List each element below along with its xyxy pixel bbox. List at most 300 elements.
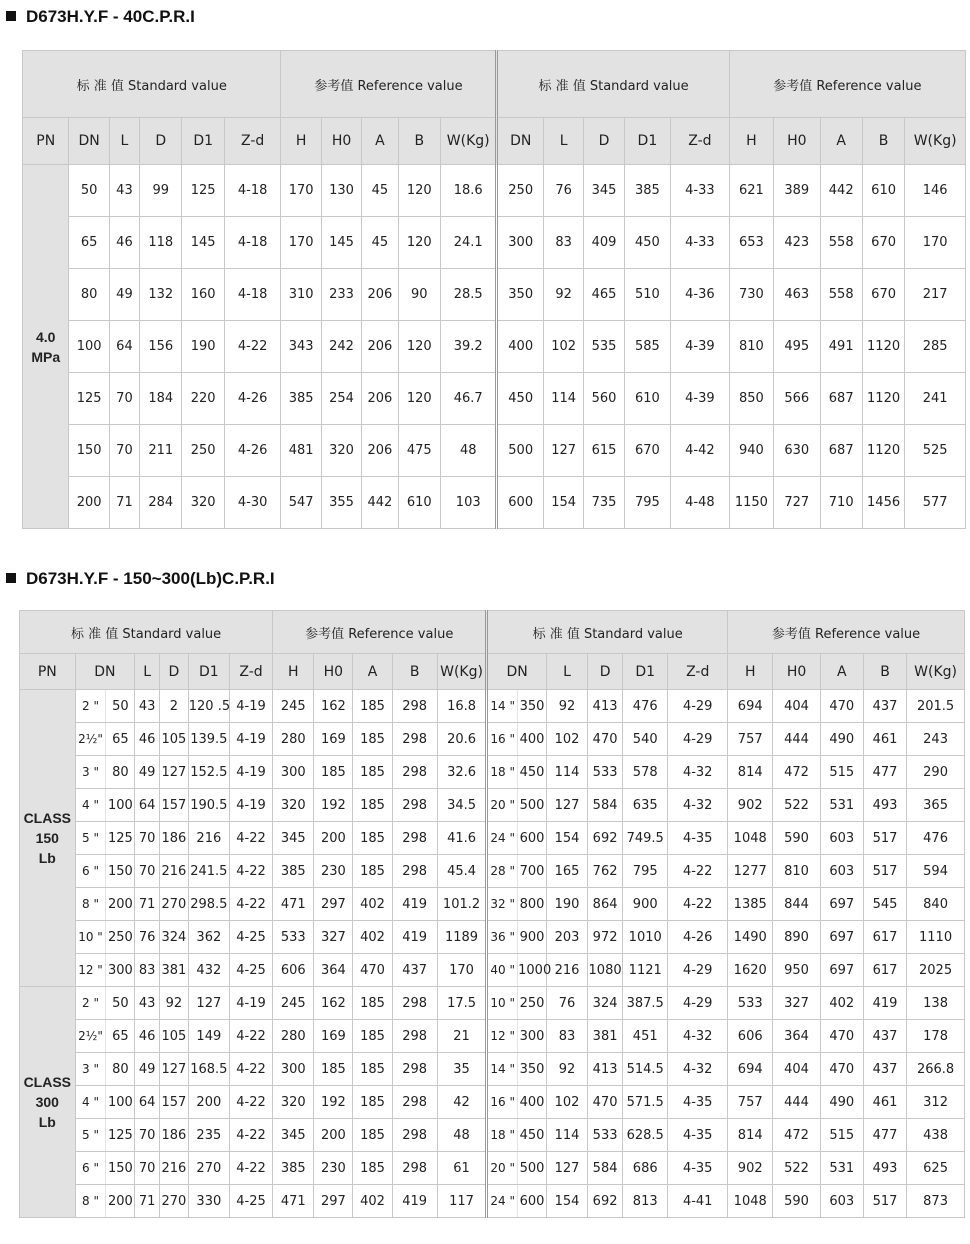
pn-unit: MPa [31,348,61,365]
table-cell: 65 [106,723,135,756]
table-cell: 345 [273,822,314,855]
table-cell: 270 [188,1152,229,1185]
table-cell: 4-22 [229,888,272,921]
table-cell: 138 [907,987,965,1020]
table-cell: 1010 [623,921,668,954]
table-cell: 280 [273,723,314,756]
table-cell: 34.5 [437,789,486,822]
table-cell: 350 [518,690,547,723]
table-cell: 558 [820,217,862,269]
table-cell: 442 [820,165,862,217]
table-cell: 749.5 [623,822,668,855]
table-cell: 350 [518,1053,547,1086]
table-cell: 4-22 [229,1053,272,1086]
col-header-d: D [140,118,182,165]
table-cell: 42 [437,1086,486,1119]
table-cell: 46.7 [440,373,497,425]
col-header-w-kg: W(Kg) [905,118,966,165]
table-cell: 500 [497,425,543,477]
col-header-a: A [820,118,862,165]
class-label: CLASS [23,810,72,826]
table-cell: 697 [820,954,863,987]
table-cell: 320 [273,1086,314,1119]
table-cell: 560 [584,373,624,425]
table-cell: 185 [353,1152,392,1185]
group-header-row [23,51,966,118]
table-cell: 355 [321,477,361,529]
table-cell: 585 [624,321,670,373]
col-header-b: B [863,654,906,690]
table-cell: 320 [321,425,361,477]
table-cell: 4-22 [229,1119,272,1152]
table-row [23,217,966,269]
table-cell: 470 [353,954,392,987]
dn-inch-cell: 18 " [487,756,518,789]
table-cell: 300 [518,1020,547,1053]
dn-inch-cell: 4 " [75,1086,106,1119]
table-cell: 432 [188,954,229,987]
dn-inch-cell: 18 " [487,1119,518,1152]
table-cell: 150 [106,855,135,888]
table-cell: 472 [773,1119,820,1152]
table-cell: 1456 [862,477,904,529]
table-cell: 71 [109,477,139,529]
table-cell: 49 [135,1053,160,1086]
table-cell: 687 [820,373,862,425]
table-row [20,822,965,855]
col-header-b: B [862,118,904,165]
table-cell: 444 [773,1086,820,1119]
table-cell: 120 [398,217,440,269]
table-cell: 46 [109,217,139,269]
table-cell: 470 [820,1020,863,1053]
table-cell: 185 [353,789,392,822]
table-cell: 343 [281,321,321,373]
dn-inch-cell: 16 " [487,1086,518,1119]
table-cell: 185 [353,1119,392,1152]
table-row [20,1086,965,1119]
col-header-z-d: Z-d [668,654,728,690]
table-cell: 4-39 [671,321,730,373]
table-cell: 32.6 [437,756,486,789]
class150-cell [20,690,76,987]
table-cell: 320 [273,789,314,822]
dn-inch-cell: 2 " [75,690,106,723]
table-cell: 387.5 [623,987,668,1020]
col-header-dn: DN [69,118,109,165]
table-cell: 103 [440,477,497,529]
col-header-d: D [588,654,623,690]
table-cell: 125 [106,1119,135,1152]
table-cell: 419 [392,1185,437,1218]
table-cell: 475 [398,425,440,477]
table-cell: 185 [314,756,353,789]
table-cell: 590 [773,822,820,855]
square-bullet-icon [6,573,16,583]
table-cell: 157 [159,1086,188,1119]
class-unit: Lb [38,850,56,866]
group-standard-right: 标 准 值 Standard value [487,611,728,654]
table-cell: 298 [392,822,437,855]
table-cell: 45.4 [437,855,486,888]
table-cell: 470 [820,1053,863,1086]
table-cell: 535 [584,321,624,373]
col-header-h: H [729,118,773,165]
table-cell: 495 [774,321,820,373]
table-cell: 17.5 [437,987,486,1020]
table-cell: 4-25 [229,921,272,954]
table-cell: 105 [159,723,188,756]
table-cell: 389 [774,165,820,217]
table-row [23,165,966,217]
table-cell: 185 [353,987,392,1020]
pn-value: 4.0 [35,328,56,345]
table-cell: 300 [273,1053,314,1086]
table-cell: 500 [518,789,547,822]
table-cell: 127 [159,1053,188,1086]
table-cell: 617 [863,921,906,954]
table-cell: 70 [135,855,160,888]
table-cell: 610 [624,373,670,425]
table-cell: 606 [728,1020,773,1053]
table-cell: 233 [321,269,361,321]
table-cell: 692 [588,1185,623,1218]
table-cell: 298 [392,987,437,1020]
table-cell: 185 [353,1020,392,1053]
table-cell: 185 [353,822,392,855]
table-cell: 4-32 [668,1053,728,1086]
table-cell: 490 [820,723,863,756]
table-cell: 4-29 [668,954,728,987]
table-cell: 120 .5 [188,690,229,723]
table-cell: 16.8 [437,690,486,723]
table-cell: 1189 [437,921,486,954]
dn-inch-cell: 32 " [487,888,518,921]
dn-inch-cell: 10 " [487,987,518,1020]
table-cell: 297 [314,1185,353,1218]
table-cell: 603 [820,822,863,855]
table-cell: 206 [362,321,398,373]
table-cell: 757 [728,1086,773,1119]
table-cell: 413 [588,690,623,723]
table-cell: 132 [140,269,182,321]
col-header-a: A [820,654,863,690]
table-cell: 404 [773,690,820,723]
table-cell: 64 [109,321,139,373]
table-cell: 330 [188,1185,229,1218]
table-cell: 157 [159,789,188,822]
table-cell: 4-26 [224,373,281,425]
table-cell: 150 [69,425,109,477]
table-cell: 873 [907,1185,965,1218]
table-cell: 547 [281,477,321,529]
table-cell: 327 [314,921,353,954]
table-cell: 438 [907,1119,965,1152]
table-cell: 165 [546,855,587,888]
table-cell: 670 [862,217,904,269]
table-cell: 298 [392,690,437,723]
table-cell: 45 [362,165,398,217]
table-cell: 350 [497,269,543,321]
table-cell: 48 [437,1119,486,1152]
table-cell: 533 [273,921,314,954]
table-cell: 1277 [728,855,773,888]
table-cell: 463 [774,269,820,321]
table-cell: 230 [314,855,353,888]
table-cell: 890 [773,921,820,954]
table-cell: 409 [584,217,624,269]
table-cell: 697 [820,888,863,921]
table-cell: 471 [273,1185,314,1218]
dn-inch-cell: 14 " [487,690,518,723]
table-cell: 813 [623,1185,668,1218]
table-cell: 900 [623,888,668,921]
table-cell: 185 [353,1053,392,1086]
table-cell: 92 [159,987,188,1020]
dn-inch-cell: 12 " [487,1020,518,1053]
table-cell: 298 [392,789,437,822]
table-cell: 814 [728,1119,773,1152]
table-cell: 4-42 [671,425,730,477]
table-cell: 270 [159,1185,188,1218]
table-cell: 41.6 [437,822,486,855]
table-cell: 250 [518,987,547,1020]
square-bullet-icon [6,11,16,21]
table-cell: 540 [623,723,668,756]
table-cell: 423 [774,217,820,269]
col-header-h: H [273,654,314,690]
table-cell: 206 [362,373,398,425]
dn-inch-cell: 20 " [487,789,518,822]
table-cell: 4-18 [224,269,281,321]
table-row [20,1152,965,1185]
table-cell: 413 [588,1053,623,1086]
table-cell: 850 [729,373,773,425]
table-cell: 266.8 [907,1053,965,1086]
table-cell: 105 [159,1020,188,1053]
table-cell: 533 [728,987,773,1020]
table-cell: 170 [281,165,321,217]
table-cell: 250 [106,921,135,954]
table-cell: 810 [773,855,820,888]
table-cell: 470 [588,723,623,756]
table-cell: 517 [863,855,906,888]
table-cell: 4-32 [668,1020,728,1053]
table-cell: 298 [392,723,437,756]
table-cell: 327 [773,987,820,1020]
table-cell: 156 [140,321,182,373]
table-cell: 4-22 [668,855,728,888]
table-cell: 39.2 [440,321,497,373]
table-cell: 270 [159,888,188,921]
table-cell: 127 [543,425,583,477]
table-cell: 49 [135,756,160,789]
table-cell: 149 [188,1020,229,1053]
table-cell: 621 [729,165,773,217]
table-cell: 127 [188,987,229,1020]
table-cell: 450 [518,756,547,789]
dn-inch-cell: 6 " [75,1152,106,1185]
table-cell: 300 [273,756,314,789]
dn-inch-cell: 3 " [75,756,106,789]
table-cell: 145 [321,217,361,269]
dn-inch-cell: 16 " [487,723,518,756]
group-reference-right: 参考值 Reference value [729,51,965,118]
col-header-d: D [159,654,188,690]
col-header-h: H [728,654,773,690]
table-cell: 670 [862,269,904,321]
spec-table-40mpa [22,50,966,529]
table-cell: 203 [546,921,587,954]
table-cell: 795 [623,855,668,888]
table-cell: 533 [588,1119,623,1152]
table-cell: 170 [905,217,966,269]
table-cell: 4-35 [668,822,728,855]
group-header-row [20,611,965,654]
table-cell: 49 [109,269,139,321]
table-cell: 362 [188,921,229,954]
table-cell: 1490 [728,921,773,954]
table-cell: 437 [863,690,906,723]
table-cell: 245 [273,987,314,1020]
table-cell: 65 [69,217,109,269]
table-cell: 185 [353,1086,392,1119]
table-cell: 697 [820,921,863,954]
table-cell: 972 [588,921,623,954]
table-cell: 185 [353,756,392,789]
dn-inch-cell: 2½" [75,723,106,756]
table-row [20,1119,965,1152]
table-cell: 419 [392,888,437,921]
table-cell: 185 [353,723,392,756]
table-cell: 200 [106,888,135,921]
table-cell: 170 [281,217,321,269]
table-cell: 692 [588,822,623,855]
col-header-h0: H0 [314,654,353,690]
table-cell: 24.1 [440,217,497,269]
table-cell: 757 [728,723,773,756]
section2-title-text: D673H.Y.F - 150~300(Lb)C.P.R.I [26,569,275,588]
table-cell: 510 [624,269,670,321]
table-cell: 4-41 [668,1185,728,1218]
col-header-h0: H0 [773,654,820,690]
table-cell: 46 [135,1020,160,1053]
section1-title [6,7,195,27]
table-cell: 450 [624,217,670,269]
table-cell: 381 [588,1020,623,1053]
table-cell: 730 [729,269,773,321]
table-cell: 70 [109,373,139,425]
table-cell: 4-18 [224,165,281,217]
table-cell: 4-29 [668,987,728,1020]
table-cell: 814 [728,756,773,789]
table-cell: 515 [820,756,863,789]
table-cell: 125 [106,822,135,855]
table-cell: 241 [905,373,966,425]
col-header-d1: D1 [182,118,224,165]
table-cell: 4-30 [224,477,281,529]
table-cell: 18.6 [440,165,497,217]
table-cell: 190 [546,888,587,921]
table-cell: 83 [543,217,583,269]
table-cell: 64 [135,789,160,822]
class-unit: Lb [38,1114,56,1130]
group-standard-right: 标 准 值 Standard value [497,51,729,118]
col-header-h0: H0 [774,118,820,165]
table-cell: 4-19 [229,723,272,756]
class-label: CLASS [23,1074,72,1090]
table-cell: 4-18 [224,217,281,269]
table-cell: 50 [106,690,135,723]
table-cell: 70 [135,1152,160,1185]
table-cell: 2 [159,690,188,723]
table-cell: 477 [863,756,906,789]
table-cell: 419 [392,921,437,954]
dn-inch-cell: 3 " [75,1053,106,1086]
table-cell: 4-32 [668,756,728,789]
table-cell: 4-25 [229,954,272,987]
table-cell: 1120 [862,373,904,425]
table-cell: 241.5 [188,855,229,888]
table-cell: 735 [584,477,624,529]
table-cell: 146 [905,165,966,217]
table-cell: 154 [543,477,583,529]
dn-inch-cell: 20 " [487,1152,518,1185]
table-cell: 298 [392,1086,437,1119]
col-header-z-d: Z-d [229,654,272,690]
col-header-l: L [109,118,139,165]
table-cell: 310 [281,269,321,321]
table-cell: 130 [321,165,361,217]
col-header-d1: D1 [623,654,668,690]
table-cell: 402 [353,1185,392,1218]
table-cell: 125 [69,373,109,425]
dn-inch-cell: 2½" [75,1020,106,1053]
table-cell: 1080 [588,954,623,987]
table-cell: 1385 [728,888,773,921]
col-header-a: A [353,654,392,690]
section2-title [6,569,275,589]
table-cell: 114 [543,373,583,425]
table-cell: 300 [497,217,543,269]
table-cell: 297 [314,888,353,921]
group-standard-left: 标 准 值 Standard value [23,51,281,118]
table-cell: 65 [106,1020,135,1053]
table-cell: 800 [518,888,547,921]
table-cell: 201.5 [907,690,965,723]
table-cell: 64 [135,1086,160,1119]
table-cell: 694 [728,1053,773,1086]
table-cell: 584 [588,1152,623,1185]
table-cell: 80 [106,1053,135,1086]
table-cell: 4-35 [668,1086,728,1119]
table-cell: 298 [392,756,437,789]
dn-inch-cell: 36 " [487,921,518,954]
table-cell: 617 [863,954,906,987]
table-cell: 4-35 [668,1152,728,1185]
column-header-row [23,118,966,165]
table-cell: 80 [69,269,109,321]
dn-inch-cell: 24 " [487,822,518,855]
table-cell: 476 [907,822,965,855]
table-cell: 100 [69,321,109,373]
dn-inch-cell: 4 " [75,789,106,822]
table-cell: 21 [437,1020,486,1053]
table-cell: 243 [907,723,965,756]
table-cell: 465 [584,269,624,321]
table-row [20,1185,965,1218]
section1-title-text: D673H.Y.F - 40C.P.R.I [26,7,195,26]
